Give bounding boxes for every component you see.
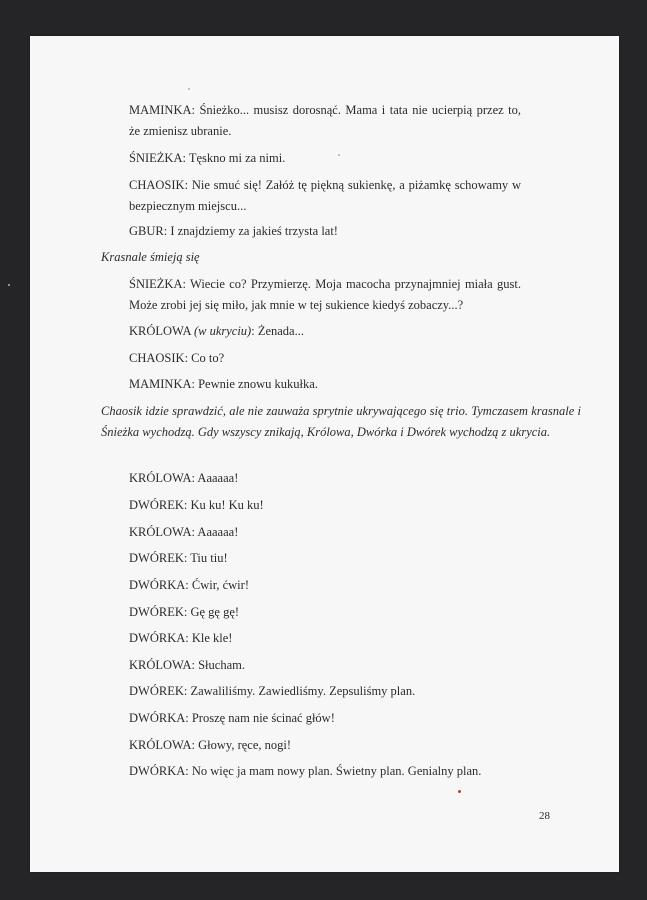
speaker-name: KRÓLOWA bbox=[129, 471, 192, 485]
speaker-name: KRÓLOWA bbox=[129, 738, 192, 752]
paper-speck bbox=[188, 88, 190, 90]
dialogue-line: DWÓREK: Tiu tiu! bbox=[129, 551, 228, 565]
dialogue-line: KRÓLOWA: Głowy, ręce, nogi! bbox=[129, 738, 292, 752]
stage-direction: Chaosik idzie sprawdzić, ale nie zauważa sprytnie ukrywającego się trio. Tymczasem krasnale i Śnieżka wychodzą. Gdy wszyscy znikają, Królowa, Dwórka i Dwórek wychodzą z ukrycia. bbox=[101, 404, 581, 439]
dialogue-text: No więc ja mam nowy plan. Świetny plan. Genialny plan. bbox=[191, 764, 482, 778]
dialogue-text: Kle kle! bbox=[191, 631, 233, 645]
speaker-name: KRÓLOWA bbox=[129, 324, 191, 338]
paper-speck bbox=[8, 284, 10, 286]
dialogue-line: CHAOSIK: Nie smuć się! Załóż tę piękną sukienkę, a piżamkę schowamy w bezpiecznym miejscu... bbox=[129, 178, 521, 213]
page-number: 28 bbox=[539, 810, 550, 822]
dialogue-text: Śnieżko... musisz dorosnąć. Mama i tata nie ucierpią przez to, że zmienisz ubranie. bbox=[129, 103, 521, 138]
dialogue-text: Żenada... bbox=[257, 324, 304, 338]
dialogue-text: Ku ku! Ku ku! bbox=[190, 498, 264, 512]
dialogue-text: Pewnie znowu kukułka. bbox=[198, 377, 318, 391]
speaker-name: MAMINKA bbox=[129, 103, 192, 117]
dialogue-text: Proszę nam nie ścinać głów! bbox=[191, 711, 335, 725]
dialogue-text: I znajdziemy za jakieś trzysta lat! bbox=[170, 224, 338, 238]
dialogue-line: KRÓLOWA: Aaaaaa! bbox=[129, 471, 239, 485]
aside-note: (w ukryciu) bbox=[193, 324, 252, 338]
dialogue-text: Głowy, ręce, nogi! bbox=[198, 738, 292, 752]
speaker-name: CHAOSIK bbox=[129, 178, 185, 192]
dialogue-line: DWÓREK: Ku ku! Ku ku! bbox=[129, 498, 264, 512]
speaker-name: CHAOSIK bbox=[129, 351, 185, 365]
speaker-name: DWÓREK bbox=[129, 498, 184, 512]
dialogue-line: KRÓLOWA: Aaaaaa! bbox=[129, 525, 239, 539]
dialogue-line: GBUR: I znajdziemy za jakieś trzysta lat! bbox=[129, 224, 338, 238]
speaker-name: DWÓRKA bbox=[129, 711, 186, 725]
speaker-name: GBUR bbox=[129, 224, 164, 238]
speaker-name: MAMINKA bbox=[129, 377, 192, 391]
dialogue-line: DWÓRKA: No więc ja mam nowy plan. Świetny plan. Genialny plan. bbox=[129, 764, 482, 778]
speaker-name: DWÓREK bbox=[129, 684, 184, 698]
dialogue-line: DWÓRKA: Ćwir, ćwir! bbox=[129, 578, 249, 592]
dialogue-text: Zawaliliśmy. Zawiedliśmy. Zepsuliśmy plan. bbox=[190, 684, 416, 698]
speaker-name: DWÓRKA bbox=[129, 764, 186, 778]
speaker-name: KRÓLOWA bbox=[129, 525, 192, 539]
dialogue-line: ŚNIEŻKA: Tęskno mi za nimi. bbox=[129, 151, 286, 165]
dialogue-text: Ćwir, ćwir! bbox=[191, 578, 249, 592]
dialogue-text: Gę gę gę! bbox=[190, 605, 240, 619]
dialogue-line: DWÓREK: Gę gę gę! bbox=[129, 605, 240, 619]
dialogue-line: MAMINKA: Pewnie znowu kukułka. bbox=[129, 377, 318, 391]
speaker-name: DWÓREK bbox=[129, 551, 184, 565]
dialogue-line: KRÓLOWA: Słucham. bbox=[129, 658, 245, 672]
dialogue-text: Aaaaaa! bbox=[197, 471, 239, 485]
dialogue-line: MAMINKA: Śnieżko... musisz dorosnąć. Mama i tata nie ucierpią przez to, że zmienisz ubranie. bbox=[129, 103, 521, 138]
dialogue-line: CHAOSIK: Co to? bbox=[129, 351, 225, 365]
paper-speck bbox=[338, 154, 340, 156]
dialogue-text: Słucham. bbox=[198, 658, 245, 672]
dialogue-line: ŚNIEŻKA: Wiecie co? Przymierzę. Moja macocha przynajmniej miała gust. Może zrobi jej się miło, jak mnie w tej sukience kiedyś zobaczy...? bbox=[129, 277, 521, 312]
dialogue-text: Wiecie co? Przymierzę. Moja macocha przynajmniej miała gust. Może zrobi jej się miło, jak mnie w tej sukience kiedyś zobaczy...? bbox=[129, 277, 521, 312]
speaker-name: ŚNIEŻKA bbox=[129, 151, 183, 165]
dialogue-line: DWÓRKA: Proszę nam nie ścinać głów! bbox=[129, 711, 335, 725]
speaker-name: DWÓREK bbox=[129, 605, 184, 619]
speaker-name: DWÓRKA bbox=[129, 631, 186, 645]
dialogue-line: KRÓLOWA (w ukryciu): Żenada... bbox=[129, 324, 304, 338]
speaker-name: ŚNIEŻKA bbox=[129, 277, 183, 291]
dialogue-text: Aaaaaa! bbox=[197, 525, 239, 539]
dialogue-text: Tęskno mi za nimi. bbox=[188, 151, 286, 165]
dialogue-line: DWÓREK: Zawaliliśmy. Zawiedliśmy. Zepsuliśmy plan. bbox=[129, 684, 416, 698]
dialogue-text: Nie smuć się! Załóż tę piękną sukienkę, a piżamkę schowamy w bezpiecznym miejscu... bbox=[129, 178, 521, 213]
dialogue-text: Co to? bbox=[191, 351, 225, 365]
stage-direction: Krasnale śmieją się bbox=[101, 250, 200, 264]
dialogue-text: Tiu tiu! bbox=[190, 551, 228, 565]
dialogue-line: DWÓRKA: Kle kle! bbox=[129, 631, 233, 645]
speaker-name: DWÓRKA bbox=[129, 578, 186, 592]
speaker-name: KRÓLOWA bbox=[129, 658, 192, 672]
document-page bbox=[30, 36, 619, 872]
paper-speck bbox=[458, 790, 461, 793]
